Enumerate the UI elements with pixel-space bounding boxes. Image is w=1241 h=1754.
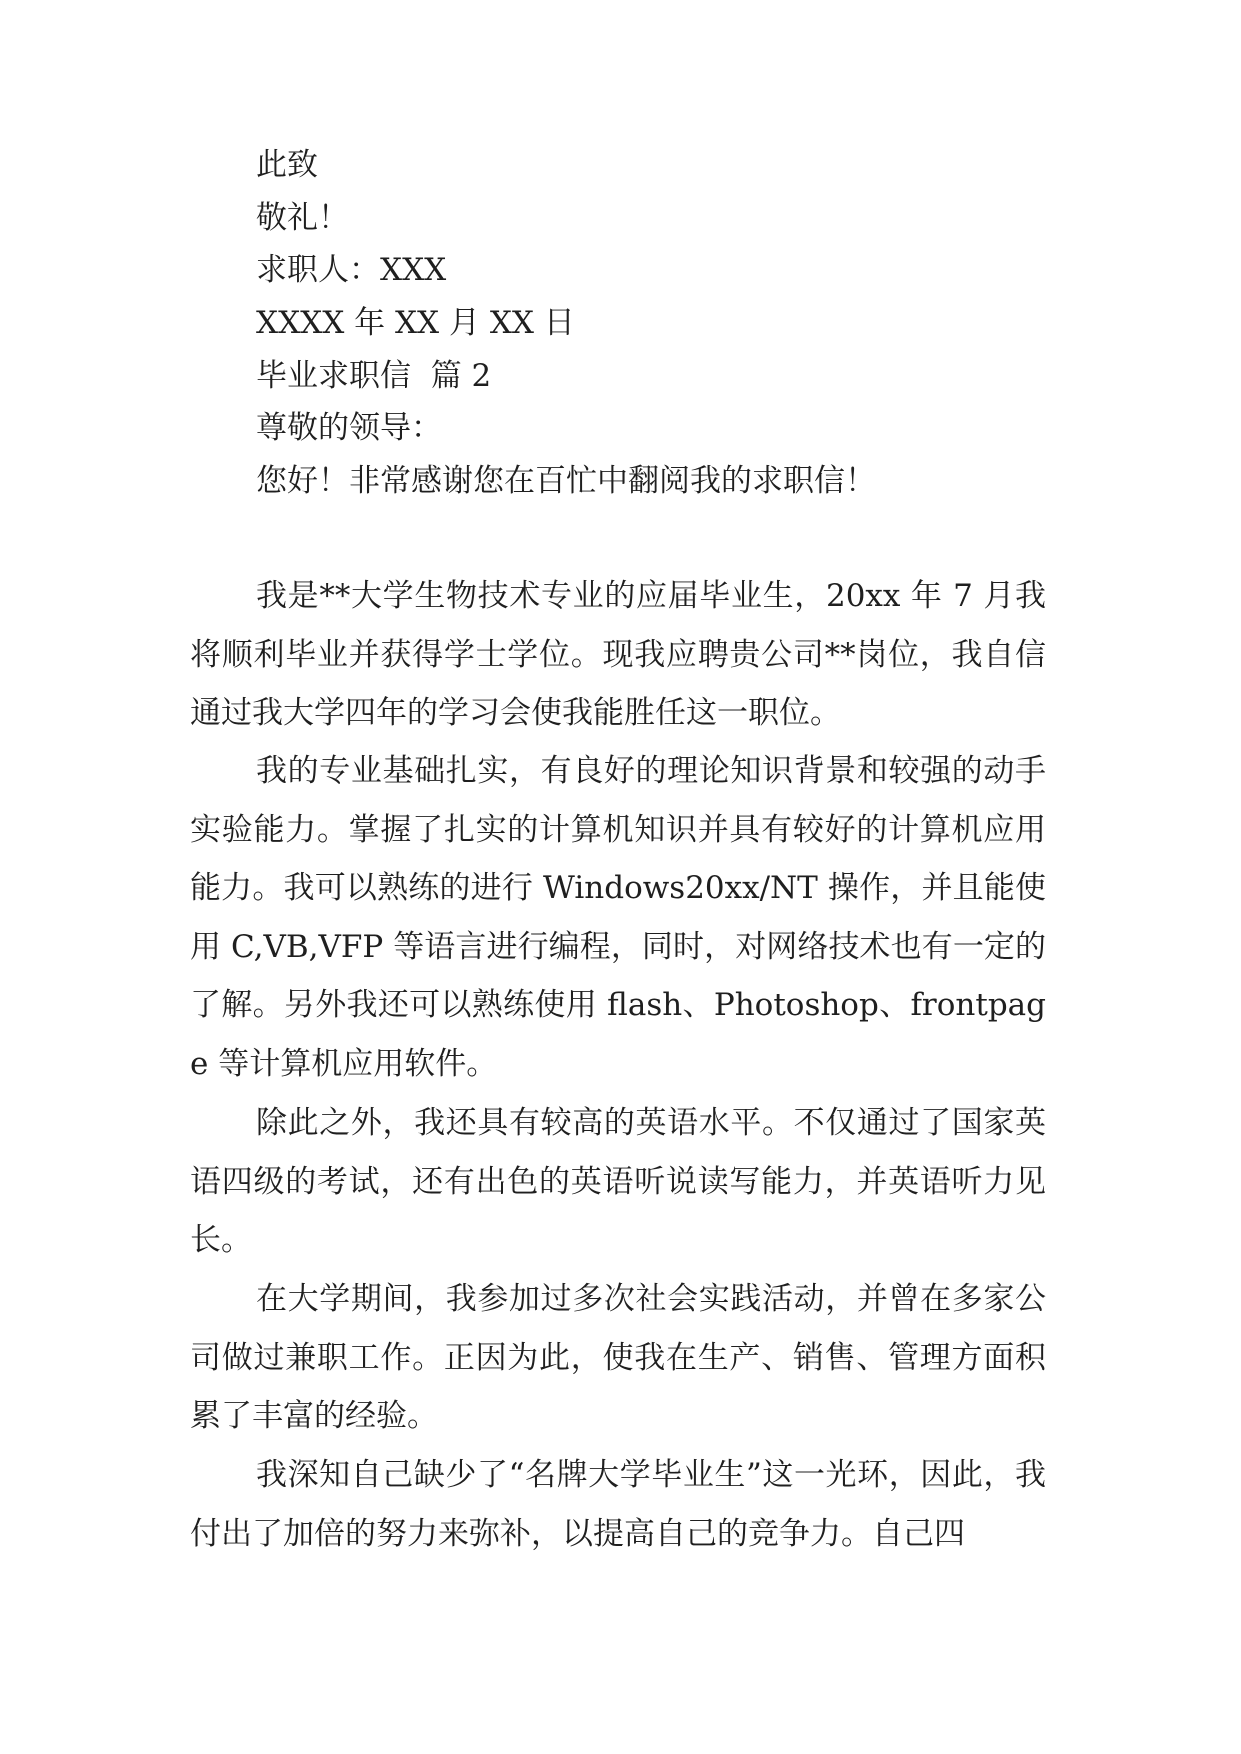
- letter-opening: 您好！非常感谢您在百忙中翻阅我的求职信！: [256, 463, 876, 499]
- paragraph-effort: 我深知自己缺少了“名牌大学毕业生”这一光环，因此，我付出了加倍的努力来弥补，以提高自己的竞争力。自己四: [190, 1457, 1046, 1552]
- letter-greeting: 尊敬的领导：: [256, 410, 442, 446]
- applicant-name: 求职人：XXX: [256, 252, 447, 288]
- closing-regards: 敬礼！: [256, 200, 349, 236]
- paragraph-major: 我是**大学生物技术专业的应届毕业生，20xx 年 7 月我将顺利毕业并获得学士学位。现我应聘贵公司**岗位，我自信通过我大学四年的学习会使我能胜任这一职位。: [190, 578, 1046, 731]
- paragraph-practice: 在大学期间，我参加过多次社会实践活动，并曾在多家公司做过兼职工作。正因为此，使我在生产、销售、管理方面积累了丰富的经验。: [190, 1281, 1046, 1434]
- paragraph-skills: 我的专业基础扎实，有良好的理论知识背景和较强的动手实验能力。掌握了扎实的计算机知识并具有较好的计算机应用能力。我可以熟练的进行 Windows20xx/NT 操作，并且能使用 C,VB,VFP 等语言进行编程，同时，对网络技术也有一定的了解。另外我还可以熟练使用 flash、Photoshop、frontpage 等计算机应用软件。: [190, 753, 1046, 1082]
- closing-salutation: 此致: [256, 147, 318, 183]
- letter-heading: 毕业求职信 篇 2: [256, 358, 492, 394]
- paragraph-english: 除此之外，我还具有较高的英语水平。不仅通过了国家英语四级的考试，还有出色的英语听说读写能力，并英语听力见长。: [190, 1105, 1046, 1258]
- letter-date: XXXX 年 XX 月 XX 日: [256, 305, 575, 341]
